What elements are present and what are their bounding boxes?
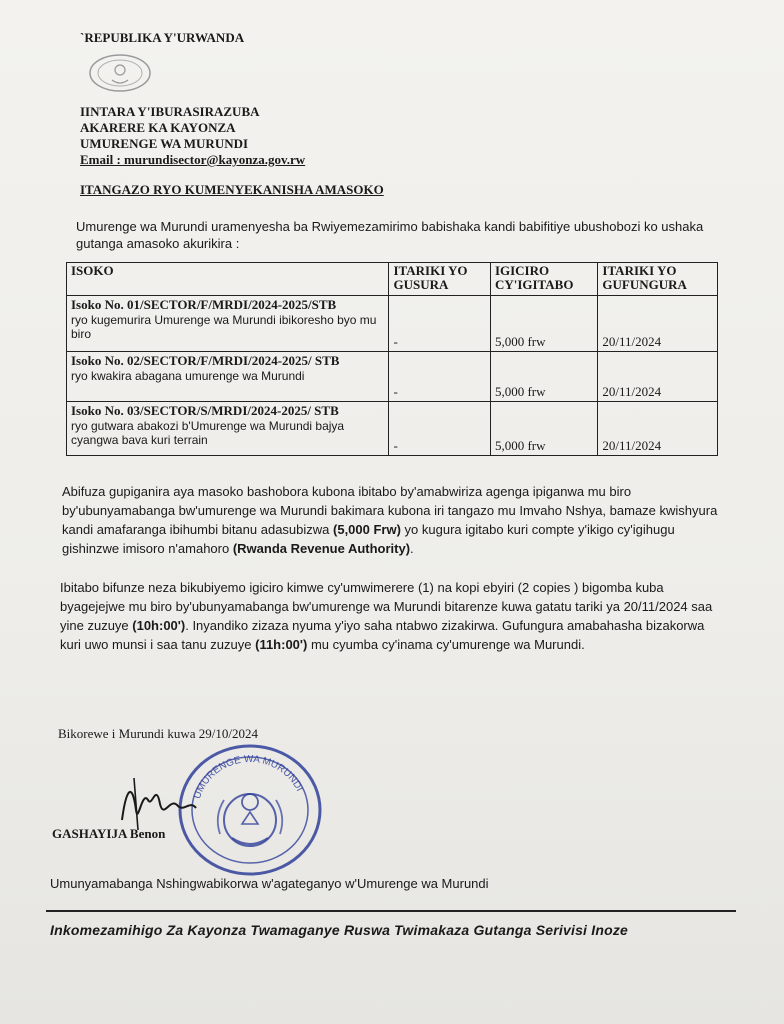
tender-description: ryo gutwara abakozi b'Umurenge wa Murundi bajya cyangwa bava kuri terrain bbox=[71, 419, 345, 447]
tender-cell bbox=[67, 352, 389, 402]
done-at-line: Bikorewe i Murundi kuwa 29/10/2024 bbox=[58, 726, 259, 741]
signer-role: Umunyamabanga Nshingwabikorwa w'agateganyo w'Umurenge wa Murundi bbox=[50, 876, 489, 891]
visit-date-cell: - bbox=[389, 402, 490, 456]
table-row bbox=[67, 352, 718, 402]
tender-description: ryo kwakira abagana umurenge wa Murundi bbox=[71, 369, 305, 383]
price-cell: 5,000 frw bbox=[490, 352, 597, 402]
republic-heading: `REPUBLIKA Y'URWANDA bbox=[80, 30, 245, 45]
visit-date-cell: - bbox=[389, 352, 490, 402]
rwanda-emblem-icon bbox=[84, 52, 156, 94]
para1-end: . bbox=[410, 541, 414, 556]
para1-text2: yo kugura igitabo kuri compte y'ikigo cy'igihugu gishinzwe imisoro n'amahoro bbox=[62, 522, 675, 556]
tender-cell bbox=[67, 296, 389, 352]
para1-text: Abifuza gupiganira aya masoko bashobora kubona ibitabo by'amabwiriza agenga ipiganwa mu biro by'ubunyamabanga bw'umurenge wa Murundi bakimara kubona iri tangazo mu Imvaho Nshya, bamaze kwishyura kandi amafaranga ibihumbi bitanu adasubizwa bbox=[62, 484, 718, 537]
para1-amount: (5,000 Frw) bbox=[333, 522, 401, 537]
signer-name: GASHAYIJA Benon bbox=[52, 826, 166, 841]
para2-time1: (10h:00') bbox=[132, 618, 186, 633]
visit-date-cell: - bbox=[389, 296, 490, 352]
footer-motto: Inkomezamihigo Za Kayonza Twamaganye Ruswa Twimakaza Gutanga Serivisi Inoze bbox=[50, 922, 629, 938]
tender-reference: Isoko No. 01/SECTOR/F/MRDI/2024-2025/STB bbox=[71, 297, 337, 312]
opening-date-cell: 20/11/2024 bbox=[598, 402, 718, 456]
tender-cell bbox=[67, 402, 389, 456]
para2-text: Ibitabo bifunze neza bikubiyemo igiciro kimwe cy'umwimerere (1) na kopi ebyiri (2 copies ) bigomba kuba byagejejwe mu biro by'ubunyamabanga bw'umurenge wa Murundi bitarenze kuwa gatatu tariki ya 20/11/2024 saa yine zuzuye bbox=[60, 580, 713, 633]
intro-paragraph: Umurenge wa Murundi uramenyesha ba Rwiyemezamirimo babishaka kandi babifitiye ubushobozi ko ushaka gutanga amasoko akurikira : bbox=[76, 219, 704, 251]
price-cell: 5,000 frw bbox=[490, 402, 597, 456]
para2-time2: (11h:00') bbox=[255, 637, 308, 652]
tender-description: ryo kugemurira Umurenge wa Murundi ibikoresho byo mu biro bbox=[71, 313, 377, 341]
sector-line: UMURENGE WA MURUNDI bbox=[80, 136, 249, 151]
province-line: IINTARA Y'IBURASIRAZUBA bbox=[80, 104, 260, 119]
table-row bbox=[67, 296, 718, 352]
para2-text2: . Inyandiko zizaza nyuma y'iyo saha ntabwo zizakirwa. Gufungura amabahasha bizakorwa kuri uwo munsi i saa tanu zuzuye bbox=[60, 618, 705, 652]
table-row bbox=[67, 402, 718, 456]
notice-title: ITANGAZO RYO KUMENYEKANISHA AMASOKO bbox=[80, 182, 384, 197]
header-cell-visit-date: ITARIKI YO GUSURA bbox=[389, 263, 490, 296]
tender-table bbox=[66, 262, 718, 456]
price-cell: 5,000 frw bbox=[490, 296, 597, 352]
opening-date-cell: 20/11/2024 bbox=[598, 352, 718, 402]
para1-authority: (Rwanda Revenue Authority) bbox=[232, 541, 411, 556]
header-cell-opening-date: ITARIKI YO GUFUNGURA bbox=[598, 263, 718, 296]
header-cell-price: IGICIRO CY'IGITABO bbox=[490, 263, 597, 296]
email-line: Email : murundisector@kayonza.gov.rw bbox=[80, 152, 306, 167]
para2-text3: mu cyumba cy'inama cy'umurenge wa Murundi. bbox=[307, 637, 585, 652]
district-line: AKARERE KA KAYONZA bbox=[80, 120, 236, 135]
stamp-text: UMURENGE WA MURUNDI bbox=[192, 753, 305, 801]
opening-date-cell: 20/11/2024 bbox=[598, 296, 718, 352]
table-header-row bbox=[67, 263, 718, 296]
header-cell-isoko: ISOKO bbox=[67, 263, 389, 296]
tender-reference: Isoko No. 02/SECTOR/F/MRDI/2024-2025/ STB bbox=[71, 353, 340, 368]
submission-paragraph bbox=[60, 578, 724, 654]
tender-reference: Isoko No. 03/SECTOR/S/MRDI/2024-2025/ STB bbox=[71, 403, 339, 418]
address-block bbox=[80, 104, 305, 168]
footer-divider bbox=[46, 910, 736, 912]
instructions-paragraph bbox=[62, 482, 722, 558]
